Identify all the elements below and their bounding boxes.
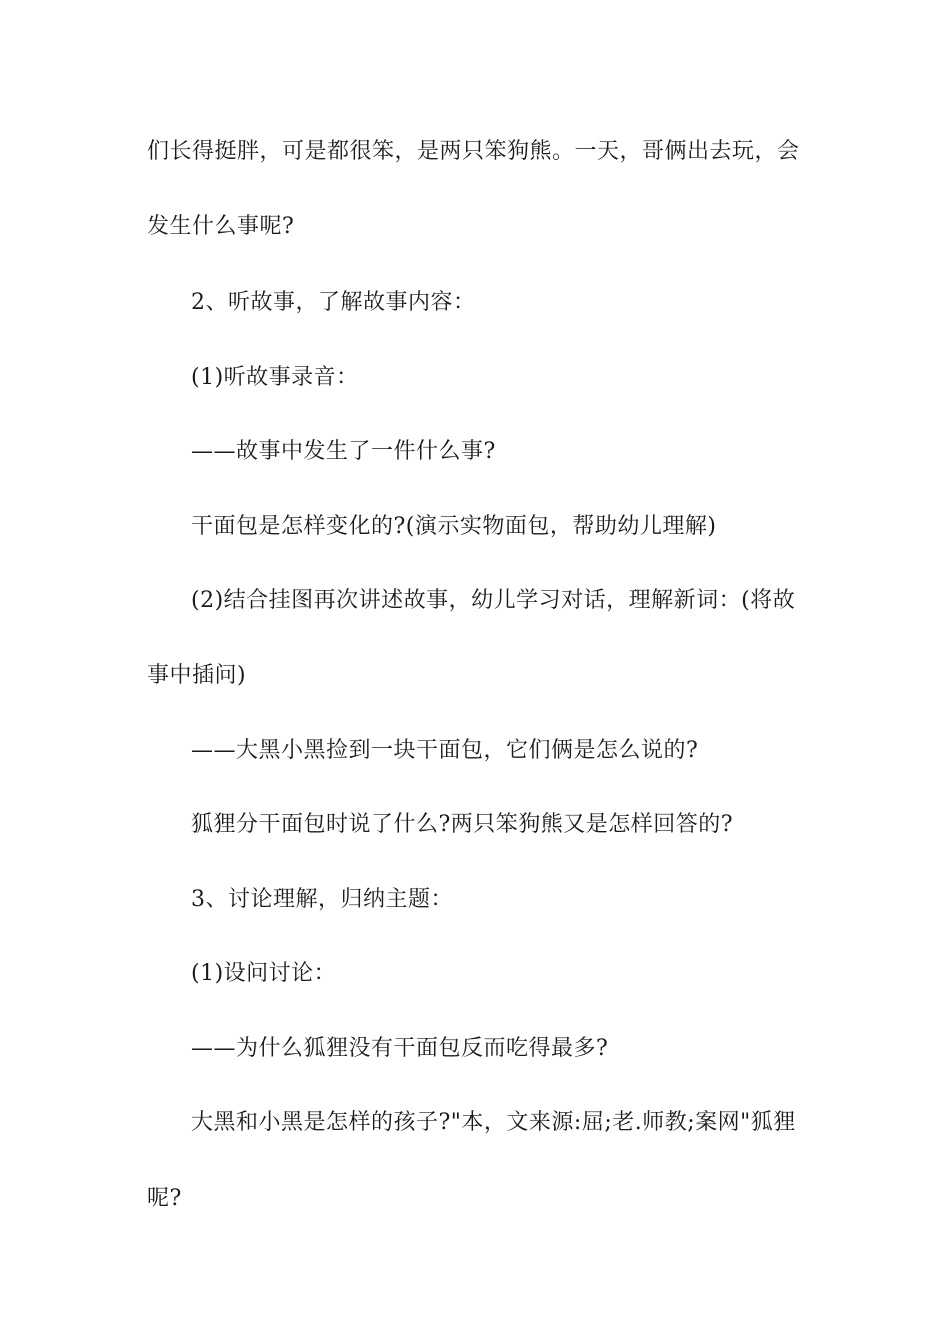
text-line-continuation: 事中插问)	[147, 663, 247, 688]
text-line-continuation: 呢?	[147, 1186, 182, 1211]
question-line: ——大黑小黑捡到一块干面包，它们俩是怎么说的?	[191, 738, 699, 763]
question-line: ——故事中发生了一件什么事?	[191, 439, 496, 464]
subheading-listen-recording: (1)听故事录音：	[191, 365, 359, 390]
subheading-discussion: (1)设问讨论：	[191, 961, 337, 986]
question-line: 干面包是怎样变化的?(演示实物面包，帮助幼儿理解)	[191, 514, 717, 539]
text-line-2: 发生什么事呢?	[147, 214, 295, 239]
section-heading-2: 2、听故事，了解故事内容：	[191, 290, 476, 315]
section-heading-3: 3、讨论理解，归纳主题：	[191, 887, 453, 912]
subheading-retell-story: (2)结合挂图再次讲述故事，幼儿学习对话，理解新词：(将故	[191, 588, 796, 613]
question-line: 狐狸分干面包时说了什么?两只笨狗熊又是怎样回答的?	[191, 812, 734, 837]
question-line: ——为什么狐狸没有干面包反而吃得最多?	[191, 1036, 609, 1061]
question-line: 大黑和小黑是怎样的孩子?"本，文来源:屈;老.师教;案网"狐狸	[191, 1110, 796, 1135]
text-line-1: 们长得挺胖，可是都很笨，是两只笨狗熊。一天，哥俩出去玩，会	[147, 139, 800, 164]
